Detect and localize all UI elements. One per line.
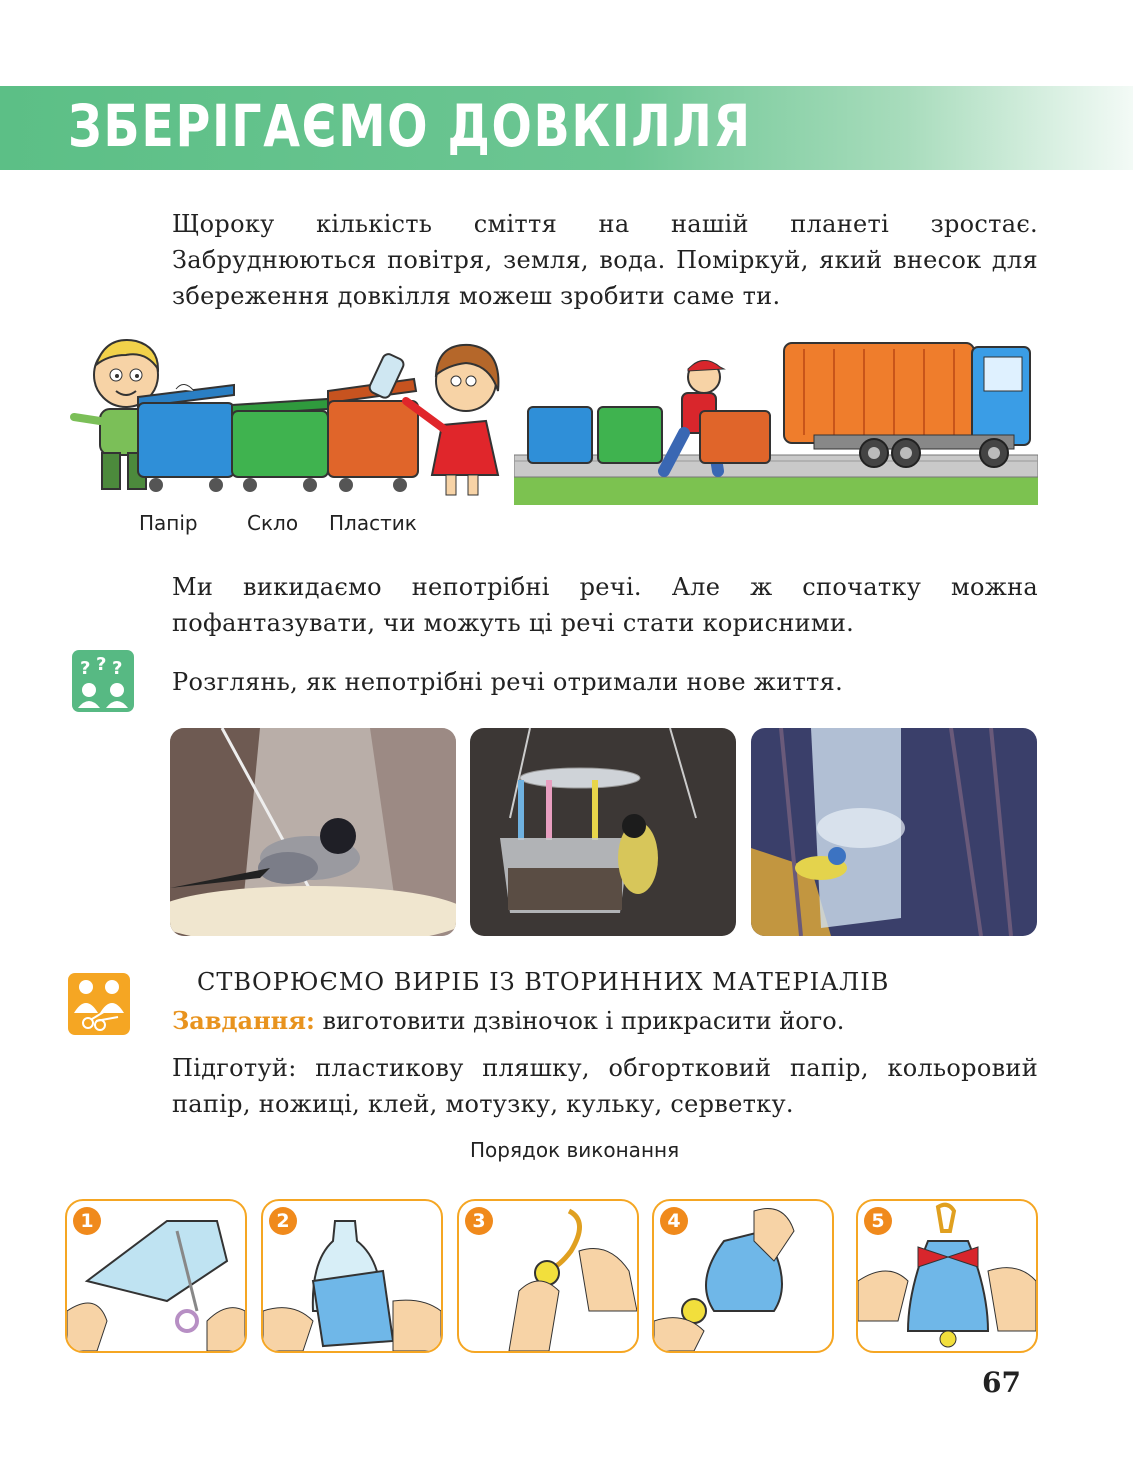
prepare-paragraph: Підготуй: пластикову пляшку, обгортковий папір, кольоровий папір, ножиці, клей, мотузку, кульку, серветку. (172, 1054, 1038, 1118)
step-number: 3 (465, 1207, 493, 1235)
step-2-card (261, 1199, 443, 1353)
discard-paragraph: Ми викидаємо непотрібні речі. Але ж спочатку можна пофантазувати, чи можуть ці речі стати корисними. (172, 573, 1038, 637)
task-line (172, 1006, 844, 1035)
step-5-card (856, 1199, 1038, 1353)
step-number: 4 (660, 1207, 688, 1235)
step-4-card (652, 1199, 834, 1353)
bin-label-glass: Скло (247, 511, 299, 535)
step-1-card (65, 1199, 247, 1353)
step-number: 5 (864, 1207, 892, 1235)
bin-labels (0, 511, 500, 541)
order-title: Порядок виконання (470, 1138, 680, 1162)
page-title: ЗБЕРІГАЄМО ДОВКІЛЛЯ (68, 92, 752, 160)
bluetit-bottle-feeder-photo (751, 728, 1037, 936)
task-label: Завдання: (172, 1006, 315, 1035)
svg-text:?: ? (80, 658, 91, 679)
step-3-card (457, 1199, 639, 1353)
craft-scissors-icon (68, 973, 130, 1035)
intro-paragraph: Щороку кількість сміття на нашій планеті зростає. Забруднюються повітря, земля, вода. Поміркуй, який внесок для збереження довкілля можеш зробити саме ти. (172, 210, 1038, 310)
svg-text:?: ? (96, 654, 107, 675)
step-number: 1 (73, 1207, 101, 1235)
svg-text:?: ? (112, 658, 123, 679)
bullfinch-feeder-photo (170, 728, 456, 936)
title-banner (0, 86, 1133, 170)
reuse-paragraph: Розглянь, як непотрібні речі отримали нове життя. (172, 668, 844, 696)
page-number: 67 (982, 1366, 1021, 1399)
craft-title: СТВОРЮЄМО ВИРІБ ІЗ ВТОРИННИХ МАТЕРІАЛІВ (197, 968, 890, 996)
thinking-kids-icon (72, 650, 134, 712)
recycling-bins-illustration (66, 325, 506, 505)
step-number: 2 (269, 1207, 297, 1235)
garbage-truck-illustration (514, 335, 1038, 505)
bin-label-paper: Папір (139, 511, 198, 535)
titmouse-feeder-photo (470, 728, 736, 936)
task-text: виготовити дзвіночок і прикрасити його. (314, 1007, 845, 1035)
bin-label-plastic: Пластик (329, 511, 417, 535)
